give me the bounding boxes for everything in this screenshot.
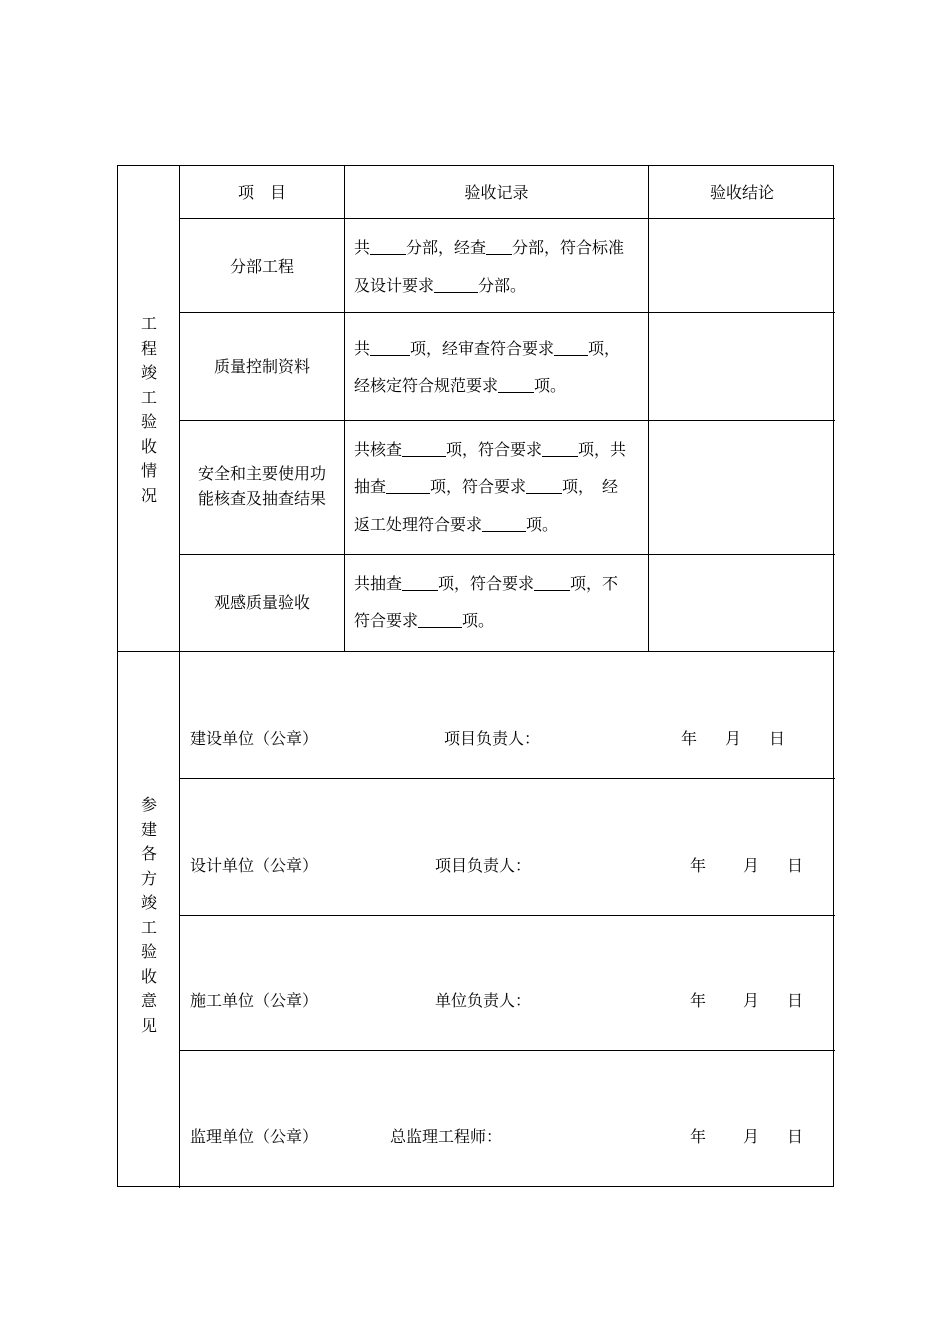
sign-unit-contractor: 施工单位（公章） [190,991,319,1010]
sign-unit-supervision: 监理单位（公章） [190,1127,319,1146]
section1-side-label: 工程竣工验收情况 [140,314,157,505]
row-divider [179,1050,835,1051]
row1-item: 分部工程 [229,257,294,276]
sign-month: 月 [743,991,760,1010]
sign-year: 年 [690,1127,707,1146]
row4-record-line2: 符合要求 项。 [354,611,495,630]
row-divider [179,218,835,219]
header-item: 项 目 [237,183,286,202]
row3-record-line3: 返工处理符合要求 项。 [354,515,559,534]
row3-item-line1: 安全和主要使用功 [197,464,326,483]
row-divider [179,778,835,779]
sign-person-design: 项目负责人： [435,856,532,875]
sign-day: 日 [787,991,804,1010]
section-divider [118,651,835,652]
section2-side-label: 参建各方竣工验收意见 [140,795,157,1035]
row3-record-line2: 抽查 项，符合要求 项， 经 [354,477,619,496]
sign-month: 月 [743,856,760,875]
row2-record-line1: 共 项，经审查符合要求 项， [354,339,621,358]
acceptance-table [117,165,834,1187]
sign-year: 年 [690,991,707,1010]
sign-day: 日 [769,729,786,748]
row3-record-line1: 共核查 项，符合要求 项，共 [354,440,627,459]
row1-record-line1: 共 分部，经查 分部，符合标准 [354,238,625,257]
sign-person-supervision: 总监理工程师： [390,1127,503,1146]
sign-unit-construction: 建设单位（公章） [190,729,319,748]
sign-year: 年 [681,729,698,748]
sign-unit-design: 设计单位（公章） [190,856,319,875]
col-divider-side [179,166,180,1188]
sign-month: 月 [725,729,742,748]
sign-year: 年 [690,856,707,875]
sign-day: 日 [787,1127,804,1146]
row-divider [179,915,835,916]
row3-item-line2: 能核查及抽查结果 [197,489,326,508]
row1-record-line2: 及设计要求 分部。 [354,276,527,295]
col-divider-record [648,166,649,652]
header-conclusion: 验收结论 [709,183,774,202]
row-divider [179,554,835,555]
row4-item: 观感质量验收 [213,593,310,612]
row2-record-line2: 经核定符合规范要求 项。 [354,376,567,395]
sign-month: 月 [743,1127,760,1146]
header-record: 验收记录 [464,183,529,202]
sign-day: 日 [787,856,804,875]
col-divider-item [344,166,345,652]
row-divider [179,420,835,421]
sign-person-contractor: 单位负责人： [435,991,532,1010]
sign-person-construction: 项目负责人： [444,729,541,748]
row2-item: 质量控制资料 [213,357,310,376]
row-divider [179,312,835,313]
row4-record-line1: 共抽查 项，符合要求 项，不 [354,574,619,593]
